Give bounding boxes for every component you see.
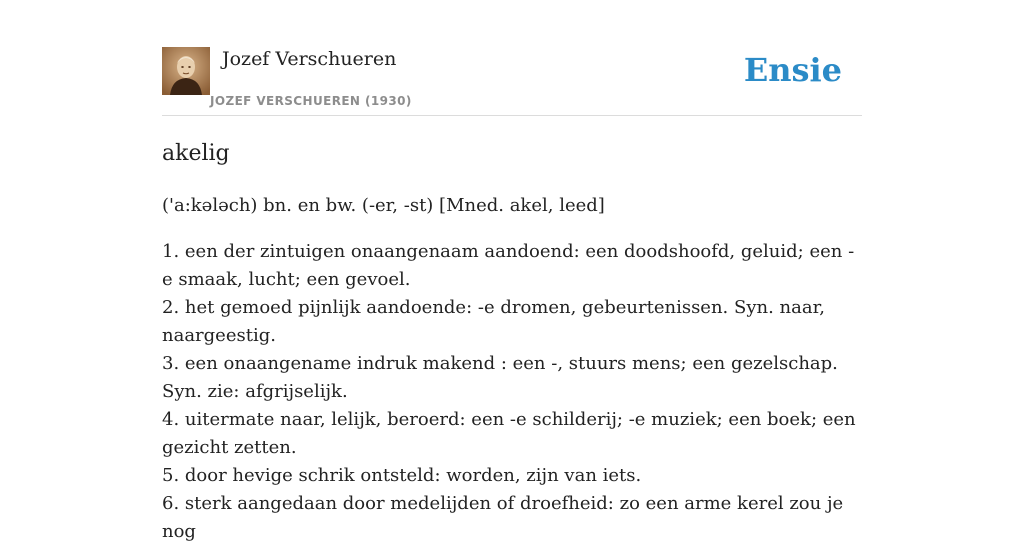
author-portrait-image bbox=[162, 47, 210, 95]
entry-pronunciation: ('a:kələch) bn. en bw. (-er, -st) [Mned. akel, leed] bbox=[162, 195, 605, 216]
definition-item: 6. sterk aangedaan door medelijden of droefheid: zo een arme kerel zou je nog bbox=[162, 493, 844, 542]
page-header bbox=[162, 44, 862, 116]
author-name[interactable]: Jozef Verschueren bbox=[222, 48, 397, 70]
definition-item: 2. het gemoed pijnlijk aandoende: -e dromen, gebeurtenissen. Syn. naar, naargeestig. bbox=[162, 297, 825, 346]
entry-headword: akelig bbox=[162, 141, 230, 166]
definition-item: 3. een onaangename indruk makend : een -, stuurs mens; een gezelschap. Syn. zie: afgrijselijk. bbox=[162, 353, 838, 402]
definition-list bbox=[162, 238, 862, 546]
author-avatar[interactable] bbox=[162, 47, 210, 95]
definition-item: 4. uitermate naar, lelijk, beroerd: een -e schilderij; -e muziek; een boek; een gezicht zetten. bbox=[162, 409, 856, 458]
author-source-label: JOZEF VERSCHUEREN (1930) bbox=[210, 94, 412, 108]
brand-logo[interactable]: Ensie bbox=[743, 51, 842, 89]
definition-item: 1. een der zintuigen onaangenaam aandoend: een doodshoofd, geluid; een -e smaak, lucht; een gevoel. bbox=[162, 241, 855, 290]
definition-item: 5. door hevige schrik ontsteld: worden, zijn van iets. bbox=[162, 465, 642, 486]
